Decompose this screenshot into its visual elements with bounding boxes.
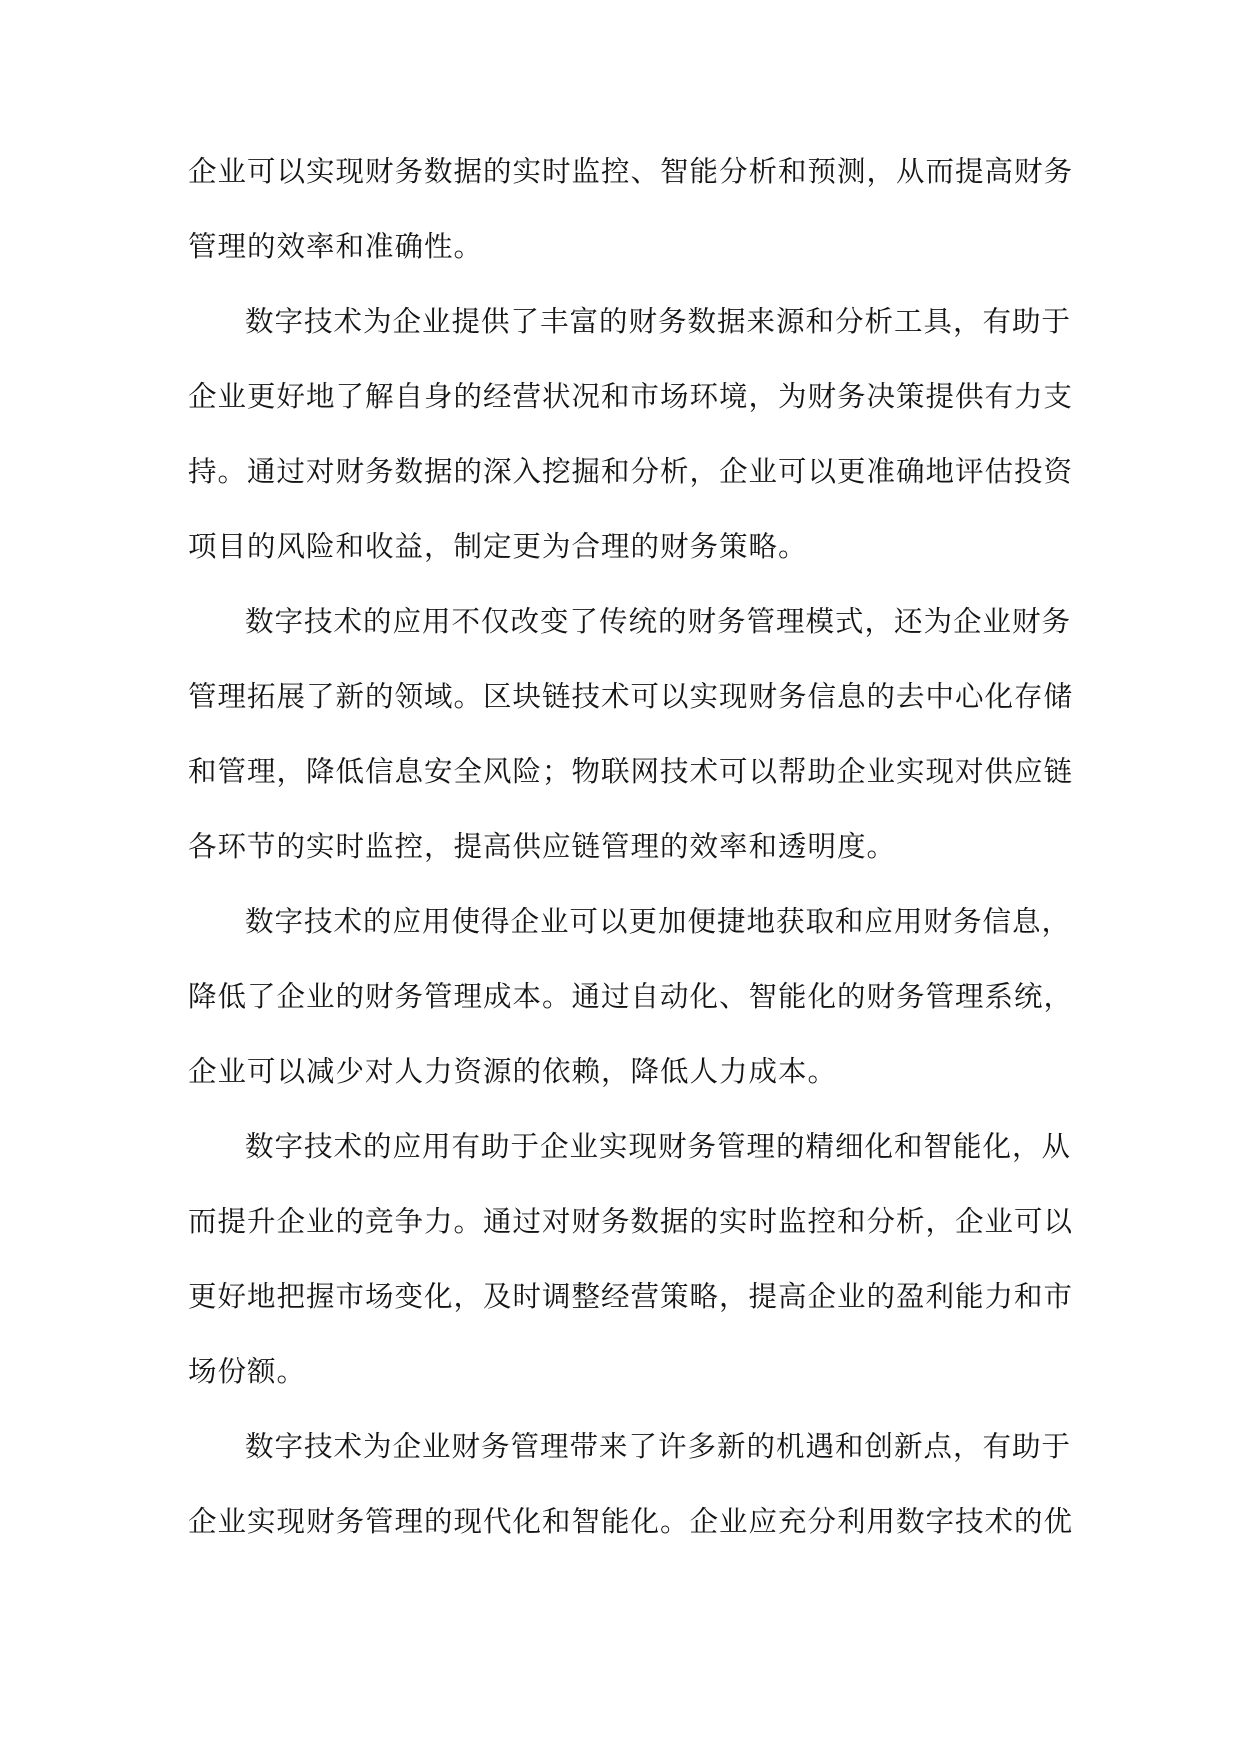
paragraph-1 bbox=[188, 134, 1074, 284]
paragraph-line: 企业可以减少对人力资源的依赖，降低人力成本。 bbox=[188, 1055, 838, 1088]
paragraph-line: 场份额。 bbox=[188, 1355, 307, 1388]
paragraph-line: 持。通过对财务数据的深入挖掘和分析，企业可以更准确地评估投资 bbox=[188, 455, 1074, 488]
paragraph-line: 数字技术的应用不仅改变了传统的财务管理模式，还为企业财务 bbox=[245, 605, 1072, 638]
paragraph-3 bbox=[188, 584, 1074, 884]
document-body bbox=[188, 134, 1074, 1559]
paragraph-6 bbox=[188, 1409, 1074, 1559]
paragraph-line: 更好地把握市场变化，及时调整经营策略，提高企业的盈利能力和市 bbox=[188, 1280, 1074, 1313]
paragraph-line: 降低了企业的财务管理成本。通过自动化、智能化的财务管理系统， bbox=[188, 980, 1074, 1013]
paragraph-line: 企业可以实现财务数据的实时监控、智能分析和预测，从而提高财务 bbox=[188, 155, 1074, 188]
paragraph-line: 而提升企业的竞争力。通过对财务数据的实时监控和分析，企业可以 bbox=[188, 1205, 1074, 1238]
paragraph-line: 管理的效率和准确性。 bbox=[188, 230, 484, 263]
paragraph-2 bbox=[188, 284, 1074, 584]
paragraph-line: 和管理，降低信息安全风险；物联网技术可以帮助企业实现对供应链 bbox=[188, 755, 1074, 788]
paragraph-line: 项目的风险和收益，制定更为合理的财务策略。 bbox=[188, 530, 808, 563]
paragraph-4 bbox=[188, 884, 1074, 1109]
paragraph-line: 各环节的实时监控，提高供应链管理的效率和透明度。 bbox=[188, 830, 897, 863]
paragraph-line: 数字技术的应用使得企业可以更加便捷地获取和应用财务信息， bbox=[245, 905, 1072, 938]
paragraph-line: 数字技术为企业提供了丰富的财务数据来源和分析工具，有助于 bbox=[245, 305, 1072, 338]
paragraph-line: 管理拓展了新的领域。区块链技术可以实现财务信息的去中心化存储 bbox=[188, 680, 1074, 713]
paragraph-line: 企业更好地了解自身的经营状况和市场环境，为财务决策提供有力支 bbox=[188, 380, 1074, 413]
paragraph-line: 数字技术的应用有助于企业实现财务管理的精细化和智能化，从 bbox=[245, 1130, 1072, 1163]
paragraph-line: 企业实现财务管理的现代化和智能化。企业应充分利用数字技术的优 bbox=[188, 1505, 1074, 1538]
paragraph-line: 数字技术为企业财务管理带来了许多新的机遇和创新点，有助于 bbox=[245, 1430, 1072, 1463]
paragraph-5 bbox=[188, 1109, 1074, 1409]
